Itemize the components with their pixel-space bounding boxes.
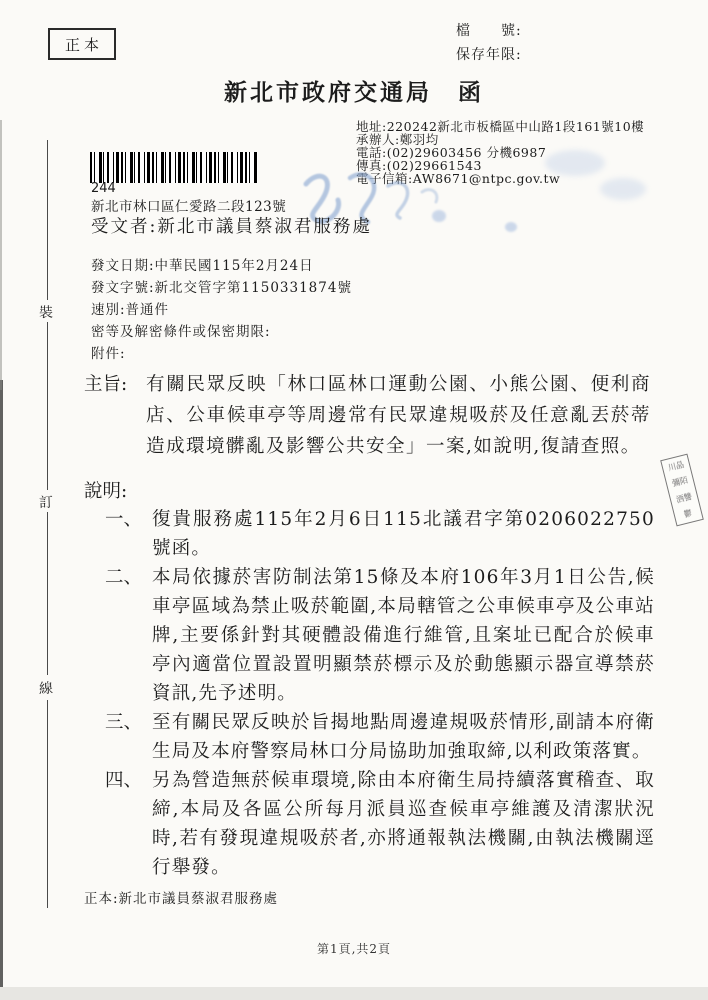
- registry-stamp-icon: [660, 454, 704, 527]
- contact-address: 地址:220242新北市板橋區中山路1段161號10樓: [356, 119, 645, 134]
- stamp-row: 酒讐: [675, 491, 693, 505]
- attachment-label: 附件:: [91, 346, 126, 362]
- speed-class: 速別:普通件: [91, 302, 170, 318]
- file-number-label: 檔 號:: [456, 23, 522, 39]
- contact-fax: 傳真:(02)29661543: [356, 158, 482, 173]
- item-text: 另為營造無菸候車環境,除由本府衛生局持續落實稽查、取締,本局及各區公所每月派員巡查候車亭維護及清潔狀況時,若有發現違規吸菸者,亦將通報執法機關,由執法機關逕行舉發。: [152, 770, 655, 878]
- list-item: [105, 708, 657, 766]
- list-item: [105, 505, 657, 563]
- scan-edge-artifact-faint: [0, 120, 2, 390]
- binding-line: [47, 322, 48, 490]
- binding-mark-xian: 線: [38, 680, 54, 698]
- item-number: 四、: [105, 770, 143, 791]
- copy-type-stamp: [48, 28, 116, 60]
- item-text: 復貴服務處115年2月6日115北議君字第0206022750號函。: [152, 509, 655, 559]
- item-number: 三、: [105, 712, 143, 733]
- page-number: 第1頁,共2頁: [316, 942, 392, 956]
- scan-edge-artifact: [0, 380, 3, 995]
- ink-smudge: [545, 150, 605, 176]
- description-label: 說明:: [84, 481, 128, 502]
- binding-line: [47, 140, 48, 300]
- stamp-row: 鬱: [683, 508, 693, 520]
- binding-line: [47, 512, 48, 675]
- copy-to-line: 正本:新北市議員蔡淑君服務處: [84, 891, 279, 907]
- subject-label: 主旨:: [84, 374, 128, 395]
- recipient-line: 受文者:新北市議員蔡淑君服務處: [91, 217, 372, 237]
- item-number: 二、: [105, 567, 143, 588]
- binding-mark-ding: 訂: [38, 494, 54, 512]
- issue-date: 發文日期:中華民國115年2月24日: [91, 258, 314, 274]
- subject-text: 有關民眾反映「林口區林口運動公園、小熊公園、便利商店、公車候車亭等周邊常有民眾違規吸菸及任意亂丟菸蒂造成環境髒亂及影響公共安全」一案,如說明,復請查照。: [146, 374, 651, 457]
- contact-email: 電子信箱:AW8671@ntpc.gov.tw: [356, 171, 561, 186]
- file-number-block: [456, 19, 522, 67]
- contact-phone: 電話:(02)29603456 分機6987: [356, 145, 547, 160]
- scan-bottom-band: [0, 987, 708, 1000]
- item-number: 一、: [105, 509, 143, 530]
- recipient-address: 新北市林口區仁愛路二段123號: [91, 199, 287, 215]
- item-text: 本局依據菸害防制法第15條及本府106年3月1日公告,候車亭區域為禁止吸菸範圍,本局轄管之公車候車亭及公車站牌,主要係針對其硬體設備進行維管,且案址已配合於候車亭內適當位置設置明顯禁菸標示及於動態顯示器宣導禁菸資訊,先予述明。: [152, 567, 655, 704]
- ink-dot: [505, 222, 517, 232]
- binding-line: [47, 700, 48, 908]
- subject-section: [84, 369, 651, 462]
- retention-label: 保存年限:: [456, 47, 522, 63]
- stamp-row: 彌陌: [671, 475, 689, 489]
- contact-handler: 承辦人:鄭羽均: [356, 132, 439, 147]
- description-items: [105, 505, 657, 882]
- list-item: [105, 766, 657, 882]
- ink-smudge: [600, 178, 646, 200]
- stamp-row: 川晶: [667, 459, 685, 473]
- issue-number: 發文字號:新北交管字第1150331874號: [91, 280, 352, 296]
- secrecy-class: 密等及解密條件或保密期限:: [91, 324, 271, 340]
- document-title: 新北市政府交通局 函: [224, 79, 484, 106]
- ink-dot: [432, 210, 446, 222]
- meta-block: [91, 255, 352, 365]
- list-item: [105, 563, 657, 708]
- item-text: 至有關民眾反映於旨揭地點周邊違規吸菸情形,副請本府衛生局及本府警察局林口分局協助加強取締,以利政策落實。: [152, 712, 655, 762]
- binding-mark-zhuang: 裝: [38, 304, 54, 322]
- barcode-number: 244: [91, 181, 116, 196]
- copy-type-label: 正本: [64, 35, 103, 54]
- barcode-icon: [90, 152, 258, 183]
